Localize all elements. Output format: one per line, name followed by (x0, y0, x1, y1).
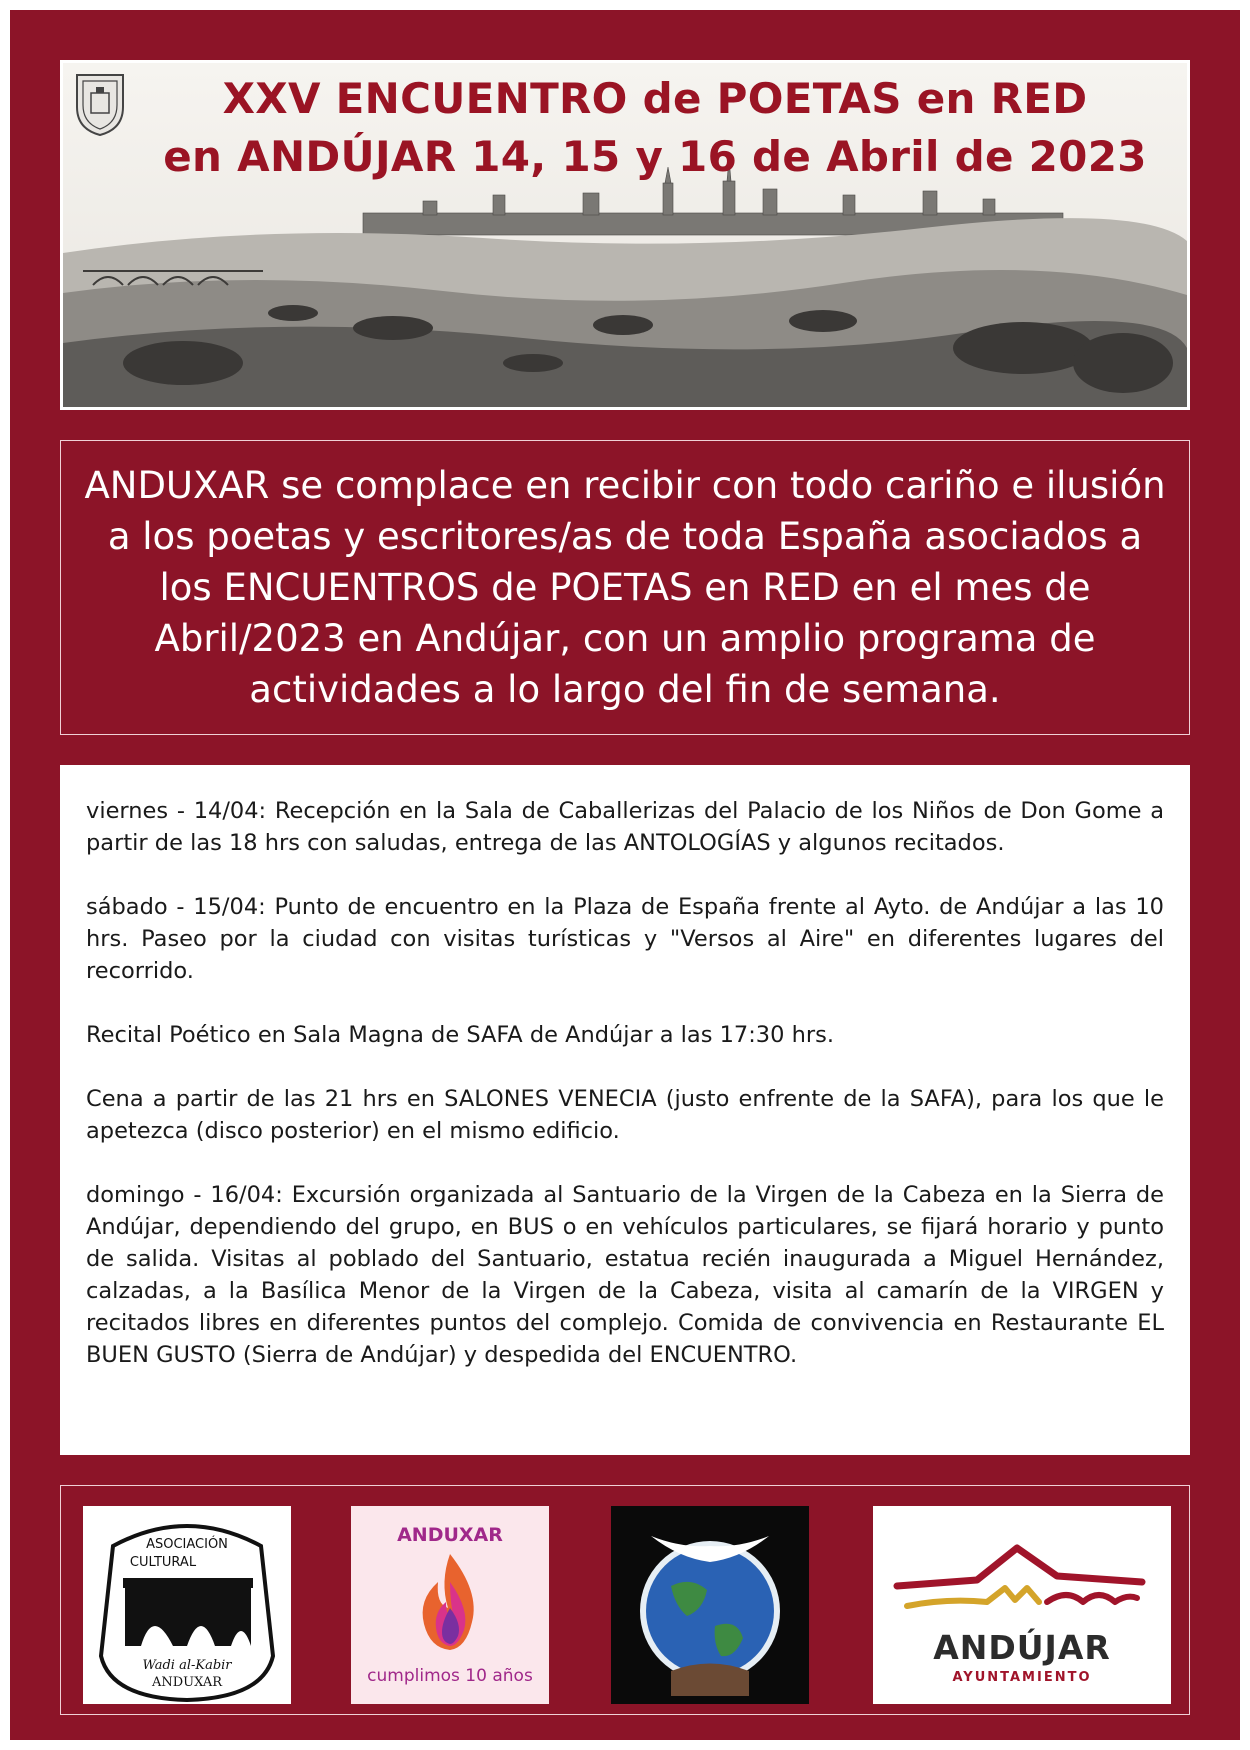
intro-text: ANDUXAR se complace en recibir con todo cariño e ilusión a los poetas y escritores/as de toda España asociados a los ENCUENTROS de POETAS en RED en el mes de Abril/2023 en Andújar, con un amplio programa de actividades a lo largo del fin de semana. (84, 464, 1166, 711)
asociacion-line4: ANDUXAR (151, 1675, 223, 1690)
program-recital: Recital Poético en Sala Magna de SAFA de Andújar a las 17:30 hrs. (86, 1022, 834, 1048)
asociacion-line1: ASOCIACIÓN (146, 1537, 228, 1552)
poster (10, 10, 1240, 1740)
anduxar-logo-tagline: cumplimos 10 años (367, 1666, 533, 1686)
program-box (60, 765, 1190, 1455)
anduxar-logo-title: ANDUXAR (397, 1524, 503, 1546)
bridge-icon (83, 1506, 291, 1704)
ayuntamiento-subtitle: AYUNTAMIENTO (952, 1670, 1092, 1685)
title-line-1: XXV ENCUENTRO de POETAS en RED (222, 74, 1088, 123)
program-friday: viernes - 14/04: Recepción en la Sala de Caballerizas del Palacio de los Niños de Don Gome a partir de las 18 hrs con saludas, entrega de las ANTOLOGÍAS y algunos recitados. (86, 798, 1164, 856)
header-banner (60, 60, 1190, 410)
program-sunday: domingo - 16/04: Excursión organizada al Santuario de la Virgen de la Cabeza en la Sierra de Andújar, dependiendo del grupo, en BUS o en vehículos particulares, se fijará horario y punto de salida. Visitas al poblado del Santuario, estatua recién inaugurada a Miguel Hernández, calzadas, a la Basílica Menor de la Virgen de la Cabeza, visita al camarín de la VIRGEN y recitados libres en diferentes puntos del complejo. Comida de convivencia en Restaurante EL BUEN GUSTO (Sierra de Andújar) y despedida del ENCUENTRO. (86, 1182, 1164, 1368)
ayuntamiento-logo (873, 1506, 1171, 1704)
program-saturday: sábado - 15/04: Punto de encuentro en la Plaza de España frente al Ayto. de Andújar a las 10 hrs. Paseo por la ciudad con visitas turísticas y "Versos al Aire" en diferentes lugares del recorrido. (86, 894, 1164, 984)
globe-icon (611, 1506, 809, 1704)
asociacion-cultural-logo (83, 1506, 291, 1704)
flame-icon (410, 1552, 490, 1652)
title-line-2: en ANDÚJAR 14, 15 y 16 de Abril de 2023 (163, 132, 1147, 181)
logos-strip (60, 1485, 1190, 1715)
peace-globe-image (611, 1506, 809, 1704)
asociacion-line3: Wadi al-Kabir (142, 1658, 232, 1673)
program-dinner: Cena a partir de las 21 hrs en SALONES VENECIA (justo enfrente de la SAFA), para los que le apetezca (disco posterior) en el mismo edificio. (86, 1086, 1164, 1144)
anduxar-logo (351, 1506, 549, 1704)
hills-emblem-icon (887, 1536, 1157, 1626)
ayuntamiento-name: ANDÚJAR (933, 1628, 1111, 1667)
asociacion-line2: CULTURAL (129, 1555, 197, 1570)
intro-box (60, 440, 1190, 735)
